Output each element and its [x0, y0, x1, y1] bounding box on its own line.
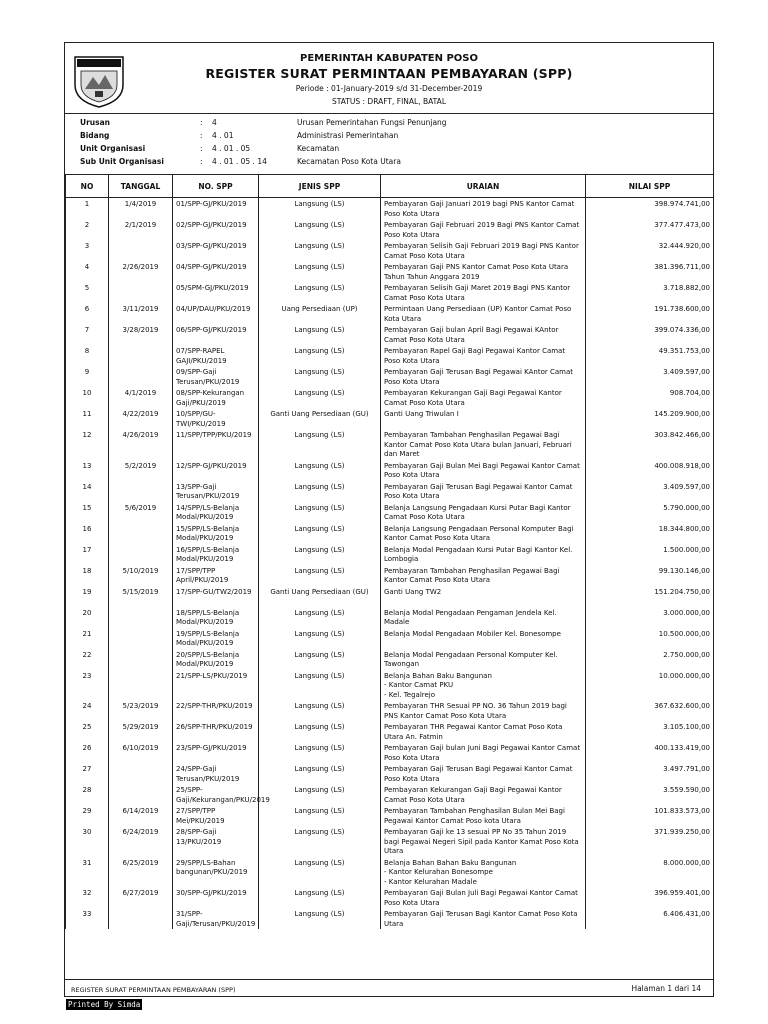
row-no: 7	[66, 324, 109, 345]
document-status: STATUS : DRAFT, FINAL, BATAL	[332, 97, 446, 106]
row-no: 18	[66, 565, 109, 586]
row-tanggal	[109, 523, 173, 544]
table-row	[66, 429, 714, 460]
row-no: 12	[66, 429, 109, 460]
row-no-spp: 03/SPP-GJ/PKU/2019	[173, 240, 259, 261]
row-no: 5	[66, 282, 109, 303]
table-row	[66, 198, 714, 220]
row-no: 1	[66, 198, 109, 220]
row-uraian: Belanja Langsung Pengadaan Personal Komputer Bagi Kantor Camat Poso Kota Utara	[381, 523, 586, 544]
row-tanggal	[109, 366, 173, 387]
row-nilai-spp: 3.000.000,00	[586, 607, 714, 628]
meta-row-unit	[65, 144, 713, 156]
row-no: 28	[66, 784, 109, 805]
table-row	[66, 387, 714, 408]
table-row	[66, 408, 714, 429]
row-no: 14	[66, 481, 109, 502]
row-uraian: Pembayaran Gaji Terusan Bagi Kantor Camat Poso Kota Utara	[381, 908, 586, 929]
row-tanggal	[109, 763, 173, 784]
table-row	[66, 763, 714, 784]
row-uraian: Ganti Uang TW2	[381, 586, 586, 607]
row-uraian: Belanja Modal Pengadaan Mobiler Kel. Bonesompe	[381, 628, 586, 649]
row-jenis-spp: Langsung (LS)	[259, 721, 381, 742]
table-row	[66, 481, 714, 502]
row-nilai-spp: 399.074.336,00	[586, 324, 714, 345]
row-no: 9	[66, 366, 109, 387]
row-nilai-spp: 8.000.000,00	[586, 857, 714, 888]
document-period: Periode : 01-January-2019 s/d 31-December-2019	[295, 84, 483, 93]
row-tanggal: 5/2/2019	[109, 460, 173, 481]
row-jenis-spp: Langsung (LS)	[259, 763, 381, 784]
row-jenis-spp: Langsung (LS)	[259, 324, 381, 345]
row-nilai-spp: 400.133.419,00	[586, 742, 714, 763]
row-uraian: Pembayaran Gaji Januari 2019 bagi PNS Kantor Camat Poso Kota Utara	[381, 198, 586, 220]
row-uraian: Permintaan Uang Persediaan (UP) Kantor Camat Poso Kota Utara	[381, 303, 586, 324]
spp-register-table	[65, 174, 714, 929]
meta-colon: :	[200, 157, 203, 166]
row-nilai-spp: 3.559.590,00	[586, 784, 714, 805]
row-uraian: Pembayaran Gaji Terusan Bagi Pegawai Kantor Camat Poso Kota Utara	[381, 481, 586, 502]
row-no: 2	[66, 219, 109, 240]
row-no: 26	[66, 742, 109, 763]
table-row	[66, 240, 714, 261]
row-tanggal	[109, 649, 173, 670]
row-no-spp: 30/SPP-GJ/PKU/2019	[173, 887, 259, 908]
row-no-spp: 29/SPP/LS-Bahan bangunan/PKU/2019	[173, 857, 259, 888]
row-no-spp: 04/SPP-GJ/PKU/2019	[173, 261, 259, 282]
document-page	[64, 42, 714, 997]
table-row	[66, 670, 714, 701]
row-tanggal: 4/1/2019	[109, 387, 173, 408]
meta-name: Kecamatan Poso Kota Utara	[297, 157, 401, 166]
row-jenis-spp: Langsung (LS)	[259, 219, 381, 240]
row-jenis-spp: Uang Persediaan (UP)	[259, 303, 381, 324]
row-no-spp: 22/SPP-THR/PKU/2019	[173, 700, 259, 721]
row-no-spp: 01/SPP-GJ/PKU/2019	[173, 198, 259, 220]
row-nilai-spp: 5.790.000,00	[586, 502, 714, 523]
table-row	[66, 523, 714, 544]
column-header-tanggal: TANGGAL	[109, 175, 173, 198]
row-no: 4	[66, 261, 109, 282]
table-row	[66, 544, 714, 565]
meta-row-sub-unit	[65, 157, 713, 169]
table-row	[66, 324, 714, 345]
table-row	[66, 282, 714, 303]
column-header-jenis-spp: JENIS SPP	[259, 175, 381, 198]
row-no: 33	[66, 908, 109, 929]
row-nilai-spp: 10.500.000,00	[586, 628, 714, 649]
row-uraian: Pembayaran THR Pegawai Kantor Camat Poso Kota Utara An. Fatmin	[381, 721, 586, 742]
table-row	[66, 700, 714, 721]
row-nilai-spp: 101.833.573,00	[586, 805, 714, 826]
row-tanggal: 6/25/2019	[109, 857, 173, 888]
row-tanggal	[109, 628, 173, 649]
row-uraian: Pembayaran Gaji Bulan Juli Bagi Pegawai Kantor Camat Poso Kota Utara	[381, 887, 586, 908]
row-no-spp: 28/SPP-Gaji 13/PKU/2019	[173, 826, 259, 857]
row-no-spp: 12/SPP-GJ/PKU/2019	[173, 460, 259, 481]
row-tanggal	[109, 481, 173, 502]
row-no-spp: 26/SPP-THR/PKU/2019	[173, 721, 259, 742]
row-no-spp: 24/SPP-Gaji Terusan/PKU/2019	[173, 763, 259, 784]
row-no-spp: 09/SPP-Gaji Terusan/PKU/2019	[173, 366, 259, 387]
row-tanggal	[109, 670, 173, 701]
row-uraian: Pembayaran Selisih Gaji Maret 2019 Bagi PNS Kantor Camat Poso Kota Utara	[381, 282, 586, 303]
row-jenis-spp: Ganti Uang Persediaan (GU)	[259, 408, 381, 429]
table-row	[66, 586, 714, 607]
row-tanggal	[109, 784, 173, 805]
table-row	[66, 565, 714, 586]
row-tanggal	[109, 908, 173, 929]
row-no: 3	[66, 240, 109, 261]
table-row	[66, 219, 714, 240]
row-jenis-spp: Langsung (LS)	[259, 607, 381, 628]
row-nilai-spp: 396.959.401,00	[586, 887, 714, 908]
row-uraian: Belanja Modal Pengadaan Personal Komputer Kel. Tawongan	[381, 649, 586, 670]
row-nilai-spp: 381.396.711,00	[586, 261, 714, 282]
row-jenis-spp: Langsung (LS)	[259, 544, 381, 565]
row-no: 19	[66, 586, 109, 607]
row-no-spp: 10/SPP/GU-TWI/PKU/2019	[173, 408, 259, 429]
row-jenis-spp: Langsung (LS)	[259, 700, 381, 721]
table-row	[66, 628, 714, 649]
row-tanggal: 6/14/2019	[109, 805, 173, 826]
column-header-nilai-spp: NILAI SPP	[586, 175, 714, 198]
row-jenis-spp: Langsung (LS)	[259, 198, 381, 220]
row-no-spp: 15/SPP/LS-Belanja Modal/PKU/2019	[173, 523, 259, 544]
row-nilai-spp: 18.344.800,00	[586, 523, 714, 544]
row-no: 27	[66, 763, 109, 784]
row-tanggal: 5/10/2019	[109, 565, 173, 586]
row-uraian: Pembayaran Gaji Februari 2019 Bagi PNS Kantor Camat Poso Kota Utara	[381, 219, 586, 240]
row-tanggal: 1/4/2019	[109, 198, 173, 220]
row-nilai-spp: 303.842.466,00	[586, 429, 714, 460]
row-jenis-spp: Langsung (LS)	[259, 523, 381, 544]
row-nilai-spp: 3.409.597,00	[586, 481, 714, 502]
row-no-spp: 31/SPP-Gaji/Terusan/PKU/2019	[173, 908, 259, 929]
row-no-spp: 13/SPP-Gaji Terusan/PKU/2019	[173, 481, 259, 502]
document-header	[65, 43, 713, 114]
row-tanggal: 3/11/2019	[109, 303, 173, 324]
row-no: 22	[66, 649, 109, 670]
row-no: 15	[66, 502, 109, 523]
row-nilai-spp: 1.500.000,00	[586, 544, 714, 565]
row-nilai-spp: 400.008.918,00	[586, 460, 714, 481]
table-header-row	[66, 175, 714, 198]
meta-code: 4 . 01	[212, 131, 234, 140]
meta-label: Unit Organisasi	[80, 144, 146, 153]
row-nilai-spp: 99.130.146,00	[586, 565, 714, 586]
table-row	[66, 826, 714, 857]
row-no: 13	[66, 460, 109, 481]
column-header-uraian: URAIAN	[381, 175, 586, 198]
table-row	[66, 607, 714, 628]
row-no: 31	[66, 857, 109, 888]
row-nilai-spp: 371.939.250,00	[586, 826, 714, 857]
row-tanggal: 6/10/2019	[109, 742, 173, 763]
meta-name: Kecamatan	[297, 144, 340, 153]
row-tanggal: 4/22/2019	[109, 408, 173, 429]
meta-row-urusan	[65, 118, 713, 130]
row-tanggal: 5/29/2019	[109, 721, 173, 742]
table-row	[66, 908, 714, 929]
meta-colon: :	[200, 131, 203, 140]
row-jenis-spp: Langsung (LS)	[259, 649, 381, 670]
row-nilai-spp: 151.204.750,00	[586, 586, 714, 607]
row-no: 10	[66, 387, 109, 408]
row-no: 6	[66, 303, 109, 324]
row-uraian: Ganti Uang Triwulan I	[381, 408, 586, 429]
row-jenis-spp: Langsung (LS)	[259, 481, 381, 502]
row-no-spp: 05/SPM-GJ/PKU/2019	[173, 282, 259, 303]
row-no: 25	[66, 721, 109, 742]
row-no-spp: 08/SPP-Kekurangan Gaji/PKU/2019	[173, 387, 259, 408]
row-no-spp: 17/SPP/TPP April/PKU/2019	[173, 565, 259, 586]
meta-code: 4 . 01 . 05	[212, 144, 251, 153]
row-jenis-spp: Langsung (LS)	[259, 345, 381, 366]
row-jenis-spp: Langsung (LS)	[259, 429, 381, 460]
row-tanggal	[109, 544, 173, 565]
row-no: 29	[66, 805, 109, 826]
row-no: 21	[66, 628, 109, 649]
row-no: 8	[66, 345, 109, 366]
meta-colon: :	[200, 144, 203, 153]
row-uraian: Pembayaran Gaji bulan Juni Bagi Pegawai Kantor Camat Poso Kota Utara	[381, 742, 586, 763]
row-jenis-spp: Langsung (LS)	[259, 826, 381, 857]
row-no-spp: 06/SPP-GJ/PKU/2019	[173, 324, 259, 345]
footer-title: REGISTER SURAT PERMINTAAN PEMBAYARAN (SPP)	[71, 986, 236, 994]
row-uraian: Pembayaran Kekurangan Gaji Bagi Pegawai Kantor Camat Poso Kota Utara	[381, 784, 586, 805]
table-row	[66, 502, 714, 523]
row-no-spp: 25/SPP-Gaji/Kekurangan/PKU/2019	[173, 784, 259, 805]
row-no: 24	[66, 700, 109, 721]
document-footer	[65, 979, 713, 998]
row-tanggal: 2/1/2019	[109, 219, 173, 240]
row-tanggal: 3/28/2019	[109, 324, 173, 345]
row-jenis-spp: Langsung (LS)	[259, 366, 381, 387]
row-jenis-spp: Langsung (LS)	[259, 628, 381, 649]
column-header-no: NO	[66, 175, 109, 198]
government-name: PEMERINTAH KABUPATEN POSO	[299, 53, 478, 64]
meta-row-bidang	[65, 131, 713, 143]
meta-name: Urusan Pemerintahan Fungsi Penunjang	[297, 118, 447, 127]
row-no-spp: 14/SPP/LS-Belanja Modal/PKU/2019	[173, 502, 259, 523]
row-nilai-spp: 191.738.600,00	[586, 303, 714, 324]
row-no-spp: 02/SPP-GJ/PKU/2019	[173, 219, 259, 240]
row-jenis-spp: Langsung (LS)	[259, 887, 381, 908]
row-tanggal	[109, 345, 173, 366]
row-tanggal: 6/24/2019	[109, 826, 173, 857]
row-uraian: Pembayaran Gaji Terusan Bagi Pegawai KAntor Camat Poso Kota Utara	[381, 366, 586, 387]
row-nilai-spp: 3.105.100,00	[586, 721, 714, 742]
table-row	[66, 887, 714, 908]
row-uraian: Pembayaran Tambahan Penghasilan Pegawai Bagi Kantor Camat Poso Kota Utara	[381, 565, 586, 586]
row-no-spp: 17/SPP-GU/TW2/2019	[173, 586, 259, 607]
table-row	[66, 303, 714, 324]
row-no-spp: 20/SPP/LS-Belanja Modal/PKU/2019	[173, 649, 259, 670]
row-uraian: Pembayaran Gaji Bulan Mei Bagi Pegawai Kantor Camat Poso Kota Utara	[381, 460, 586, 481]
row-uraian: Pembayaran THR Sesuai PP NO. 36 Tahun 2019 bagi PNS Kantor Camat Poso Kota Utara	[381, 700, 586, 721]
row-tanggal: 5/6/2019	[109, 502, 173, 523]
row-tanggal: 5/15/2019	[109, 586, 173, 607]
row-tanggal	[109, 607, 173, 628]
row-nilai-spp: 377.477.473,00	[586, 219, 714, 240]
row-no: 23	[66, 670, 109, 701]
row-no: 16	[66, 523, 109, 544]
row-no: 32	[66, 887, 109, 908]
row-no-spp: 04/UP/DAU/PKU/2019	[173, 303, 259, 324]
row-no-spp: 07/SPP-RAPEL GAJI/PKU/2019	[173, 345, 259, 366]
row-jenis-spp: Langsung (LS)	[259, 282, 381, 303]
row-nilai-spp: 32.444.920,00	[586, 240, 714, 261]
table-row	[66, 460, 714, 481]
row-jenis-spp: Langsung (LS)	[259, 857, 381, 888]
meta-label: Bidang	[80, 131, 110, 140]
row-nilai-spp: 49.351.753,00	[586, 345, 714, 366]
row-nilai-spp: 6.406.431,00	[586, 908, 714, 929]
row-tanggal: 5/23/2019	[109, 700, 173, 721]
row-no-spp: 11/SPP/TPP/PKU/2019	[173, 429, 259, 460]
row-tanggal: 4/26/2019	[109, 429, 173, 460]
row-no-spp: 16/SPP/LS-Belanja Modal/PKU/2019	[173, 544, 259, 565]
row-jenis-spp: Langsung (LS)	[259, 742, 381, 763]
row-uraian: Pembayaran Gaji Terusan Bagi Pegawai Kantor Camat Poso Kota Utara	[381, 763, 586, 784]
table-body	[66, 198, 714, 930]
row-no: 17	[66, 544, 109, 565]
row-uraian: Belanja Langsung Pengadaan Kursi Putar Bagi Kantor Camat Poso Kota Utara	[381, 502, 586, 523]
table-row	[66, 857, 714, 888]
row-no: 11	[66, 408, 109, 429]
row-no: 30	[66, 826, 109, 857]
row-jenis-spp: Langsung (LS)	[259, 502, 381, 523]
printed-by-label: Printed By Simda	[68, 1000, 141, 1009]
row-jenis-spp: Langsung (LS)	[259, 460, 381, 481]
row-no-spp: 18/SPP/LS-Belanja Modal/PKU/2019	[173, 607, 259, 628]
row-nilai-spp: 3.718.882,00	[586, 282, 714, 303]
row-uraian: Pembayaran Gaji ke 13 sesuai PP No 35 Tahun 2019 bagi Pegawai Negeri Sipil pada Kantor Kamat Poso Kota Utara	[381, 826, 586, 857]
page-number: Halaman 1 dari 14	[631, 984, 701, 993]
row-jenis-spp: Langsung (LS)	[259, 387, 381, 408]
row-jenis-spp: Langsung (LS)	[259, 565, 381, 586]
row-uraian: Belanja Modal Pengadaan Kursi Putar Bagi Kantor Kel. Lombogia	[381, 544, 586, 565]
row-uraian: Belanja Modal Pengadaan Pengaman Jendela Kel. Madale	[381, 607, 586, 628]
row-no: 20	[66, 607, 109, 628]
table-row	[66, 261, 714, 282]
row-uraian: Belanja Bahan Bahan Baku Bangunan - Kantor Kelurahan Bonesompe - Kantor Kelurahan Madale	[381, 857, 586, 888]
row-jenis-spp: Langsung (LS)	[259, 805, 381, 826]
row-nilai-spp: 398.974.741,00	[586, 198, 714, 220]
table-row	[66, 345, 714, 366]
row-jenis-spp: Langsung (LS)	[259, 784, 381, 805]
organization-info	[65, 113, 713, 175]
row-jenis-spp: Langsung (LS)	[259, 261, 381, 282]
row-jenis-spp: Langsung (LS)	[259, 670, 381, 701]
row-nilai-spp: 3.409.597,00	[586, 366, 714, 387]
meta-code: 4	[212, 118, 217, 127]
row-tanggal	[109, 282, 173, 303]
meta-colon: :	[200, 118, 203, 127]
table-row	[66, 784, 714, 805]
row-jenis-spp: Ganti Uang Persediaan (GU)	[259, 586, 381, 607]
row-jenis-spp: Langsung (LS)	[259, 908, 381, 929]
row-uraian: Pembayaran Kekurangan Gaji Bagi Pegawai Kantor Camat Poso Kota Utara	[381, 387, 586, 408]
row-nilai-spp: 367.632.600,00	[586, 700, 714, 721]
row-no-spp: 27/SPP/TPP Mei/PKU/2019	[173, 805, 259, 826]
row-jenis-spp: Langsung (LS)	[259, 240, 381, 261]
row-nilai-spp: 10.000.000,00	[586, 670, 714, 701]
row-uraian: Belanja Bahan Baku Bangunan - Kantor Camat PKU - Kel. Tegalrejo	[381, 670, 586, 701]
row-uraian: Pembayaran Gaji PNS Kantor Camat Poso Kota Utara Tahun Tahun Anggara 2019	[381, 261, 586, 282]
document-title: REGISTER SURAT PERMINTAAN PEMBAYARAN (SPP)	[205, 66, 573, 81]
row-nilai-spp: 3.497.791,00	[586, 763, 714, 784]
meta-name: Administrasi Pemerintahan	[297, 131, 399, 140]
row-no-spp: 21/SPP-LS/PKU/2019	[173, 670, 259, 701]
row-uraian: Pembayaran Rapel Gaji Bagi Pegawai Kantor Camat Poso Kota Utara	[381, 345, 586, 366]
table-row	[66, 721, 714, 742]
row-tanggal	[109, 240, 173, 261]
meta-label: Sub Unit Organisasi	[80, 157, 164, 166]
row-uraian: Pembayaran Tambahan Penghasilan Bulan Mei Bagi Pegawai Kantor Camat Poso kota Utara	[381, 805, 586, 826]
table-row	[66, 805, 714, 826]
meta-label: Urusan	[80, 118, 110, 127]
column-header-no-spp: NO. SPP	[173, 175, 259, 198]
row-nilai-spp: 2.750.000,00	[586, 649, 714, 670]
table-row	[66, 366, 714, 387]
row-tanggal: 6/27/2019	[109, 887, 173, 908]
table-row	[66, 742, 714, 763]
row-uraian: Pembayaran Selisih Gaji Februari 2019 Bagi PNS Kantor Camat Poso Kota Utara	[381, 240, 586, 261]
row-nilai-spp: 908.704,00	[586, 387, 714, 408]
row-no-spp: 23/SPP-GJ/PKU/2019	[173, 742, 259, 763]
row-tanggal: 2/26/2019	[109, 261, 173, 282]
row-uraian: Pembayaran Gaji bulan April Bagi Pegawai KAntor Camat Poso Kota Utara	[381, 324, 586, 345]
row-uraian: Pembayaran Tambahan Penghasilan Pegawai Bagi Kantor Camat Poso Kota Utara bulan Januari, Februari dan Maret	[381, 429, 586, 460]
row-nilai-spp: 145.209.900,00	[586, 408, 714, 429]
table-row	[66, 649, 714, 670]
row-no-spp: 19/SPP/LS-Belanja Modal/PKU/2019	[173, 628, 259, 649]
meta-code: 4 . 01 . 05 . 14	[212, 157, 267, 166]
